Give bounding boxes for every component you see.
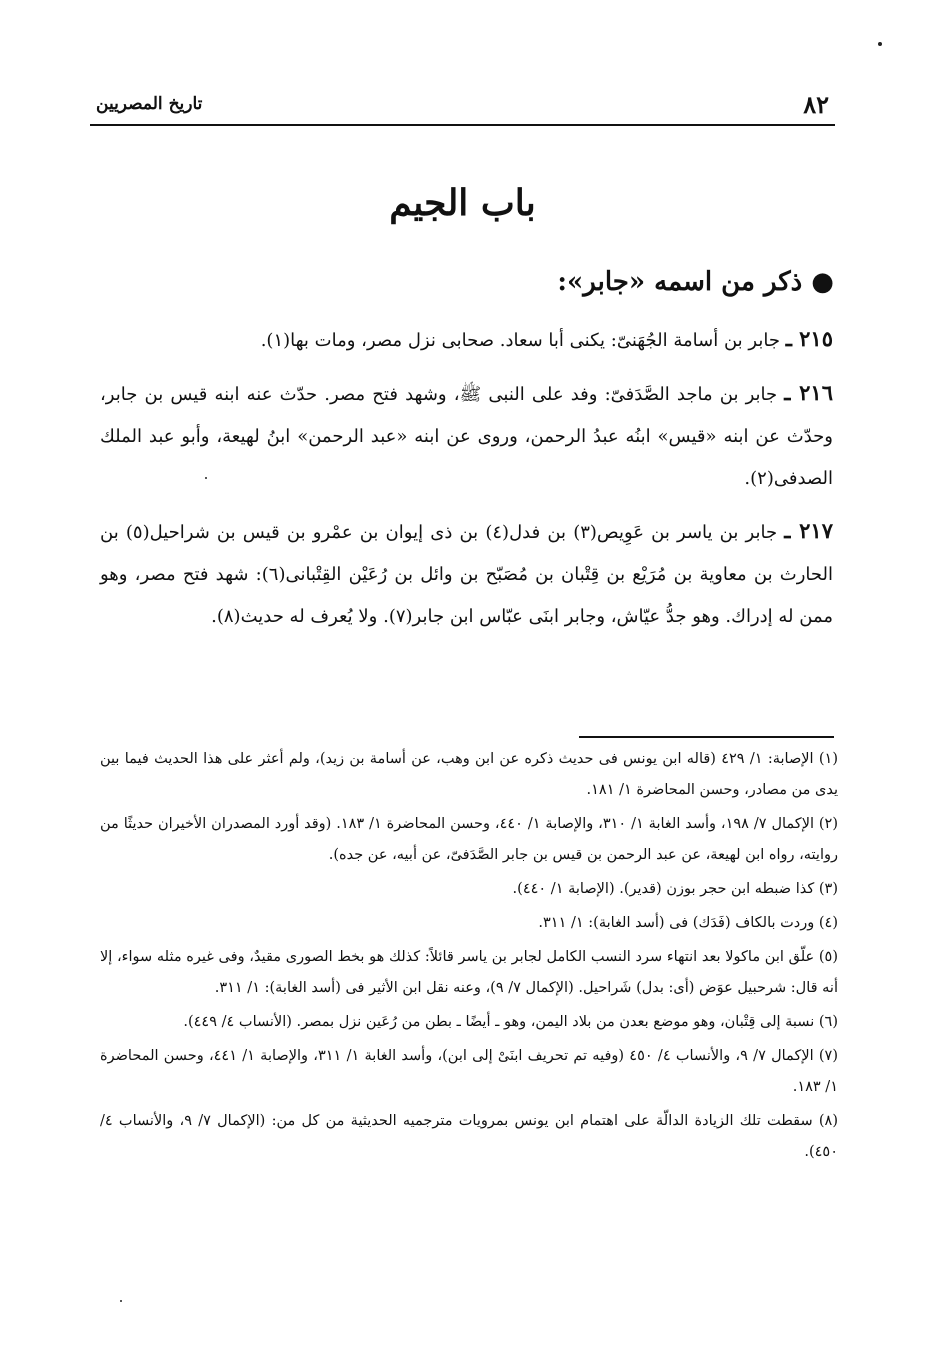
page-header (90, 84, 835, 126)
biography-entry (100, 372, 833, 500)
entry-number: ٢١٦ ـ (784, 380, 833, 405)
entry-text: جابر بن ماجد الصَّدَفىّ: وفد على النبى ﷺ، وشهد فتح مصر. حدّث عنه ابنه قيس بن جابر، وحدّث عن ابنه «قيس» ابنُه عبدُ الرحمن، وروى عن ابنه «عبد الرحمن» ابنُ لهيعة، وأبو عبد الملك الصدفى(٢). (100, 384, 833, 489)
biography-entry (100, 318, 833, 362)
footnote: (٣) كذا ضبطه ابن حجر بوزن (قدير). (الإصابة ١/ ٤٤٠). (512, 881, 838, 897)
entry-text: جابر بن أسامة الجُهَنىّ: يكنى أبا سعاد. صحابى نزل مصر، ومات بها(١). (260, 330, 780, 351)
scan-speck (205, 477, 207, 479)
footnote: (٦) نسبة إلى قِتْبان، وهو موضع بعدن من بلاد اليمن، وهو ـ أيضًا ـ بطن من رُعَين نزل بمصر. (الأنساب ٤/ ٤٤٩). (183, 1014, 838, 1030)
footnote: (١) الإصابة: ١/ ٤٢٩ (قاله ابن يونس فى حديث ذكره عن ابن وهب، عن أسامة بن زيد)، ولم أعثر على هذا الحديث فيما بين يدى من مصادر، وحسن المحاضرة ١/ ١٨١. (100, 751, 838, 798)
section-heading: ● ذكر من اسمه «جابر»: (557, 267, 834, 297)
footnote: (٢) الإكمال ٧/ ١٩٨، وأسد الغابة ١/ ٣١٠، والإصابة ١/ ٤٤٠، وحسن المحاضرة ١/ ١٨٣. (وقد أورد المصدران الأخيران حديثًا من روايته، رواه ابن لهيعة، عن عبد الرحمن بن قيس بن جابر الصَّدَفىّ، عن أبيه، عن جده). (100, 816, 838, 863)
biography-entry (100, 510, 833, 638)
chapter-title: باب الجيم (389, 182, 536, 224)
scan-speck (120, 1300, 122, 1302)
footnote: (٨) سقطت تلك الزيادة الدالّة على اهتمام ابن يونس بمرويات مترجميه الحديثية من كل من: (الإكمال ٧/ ٩، والأنساب ٤/ ٤٥٠). (100, 1113, 838, 1160)
main-text (100, 318, 833, 648)
footnote: (٤) وردت بالكاف (فَدَك) فى (أسد الغابة): ١/ ٣١١. (538, 915, 838, 931)
footnote: (٧) الإكمال ٧/ ٩، والأنساب ٤/ ٤٥٠ (وفيه تم تحريف ابنَىْ إلى ابن)، وأسد الغابة ١/ ٣١١، والإصابة ١/ ٤٤١، وحسن المحاضرة ١/ ١٨٣. (100, 1048, 839, 1095)
entry-number: ٢١٧ ـ (784, 518, 833, 543)
entry-number: ٢١٥ ـ (785, 326, 833, 351)
entry-text: جابر بن ياسر بن عَوِيص(٣) بن فدل(٤) بن ذى إيوان بن عمْرو بن قيس بن شراحيل(٥) بن الحارث بن معاوية بن مُرَيْع بن قِتْبان بن مُصَبّح بن وائل بن رُعَيْن القِتْبانى(٦): شهد فتح مصر، وهو ممن له إدراك. وهو جدُّ عيّاش، وجابر ابنَى عبّاس ابن جابر(٧). ولا يُعرف له حديث(٨). (100, 522, 833, 627)
page-number: ٨٢ (803, 90, 829, 119)
scan-speck (878, 42, 882, 46)
footnotes (100, 744, 838, 1171)
footnote: (٥) علّق ابن ماكولا بعد انتهاء سرد النسب الكامل لجابر بن ياسر قائلاً: كذلك هو بخط الصورى مقيدٌ، وفى غيره مثله سواء، إلا أنه قال: شرحبيل عوَض (أى: بدل) شَراحيل. (الإكمال ٧/ ٩)، وعنه نقل ابن الأثير فى (أسد الغابة): ١/ ٣١١. (100, 949, 838, 996)
footnote-divider (579, 736, 834, 738)
running-title: تاريخ المصريين (96, 94, 203, 114)
